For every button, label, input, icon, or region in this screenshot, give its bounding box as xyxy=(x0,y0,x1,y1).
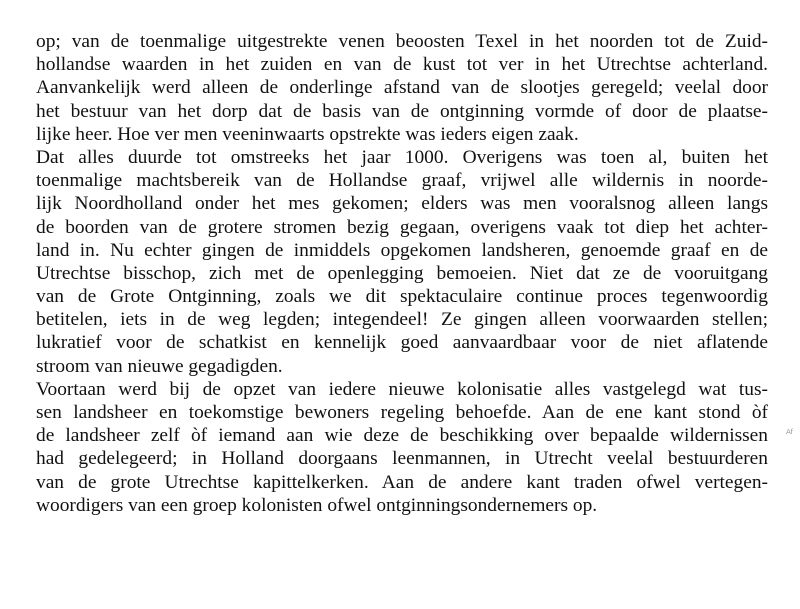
text-line: lukratief voor de schatkist en kennelijk goed aanvaardbaar voor de niet aflatende xyxy=(36,332,768,354)
text-line: sen landsheer en toekomstige bewoners regeling behoefde. Aan de ene kant stond òf xyxy=(36,402,768,423)
text-line: op; van de toenmalige uitgestrekte venen beoosten Texel in het noorden tot de Zuid- xyxy=(36,31,768,52)
text-line: Voortaan werd bij de opzet van iedere nieuwe kolonisatie alles vastgelegd wat tus- xyxy=(36,378,768,400)
text-line: stroom van nieuwe gegadigden. xyxy=(36,355,283,377)
text-line: woordigers van een groep kolonisten ofwel ontginningsondernemers op. xyxy=(36,494,598,516)
text-line: betitelen, iets in de weg legden; integendeel! Ze gingen alleen voorwaarden stellen; xyxy=(36,309,768,331)
body-text xyxy=(36,30,768,517)
text-line: Utrechtse bisschop, zich met de openlegging bemoeien. Niet dat ze de vooruitgang xyxy=(36,262,768,284)
text-line: lijk Noordholland onder het mes gekomen; elders was men vooralsnog alleen langs xyxy=(36,193,768,215)
margin-mark: Af xyxy=(786,428,794,436)
text-line: de landsheer zelf òf iemand aan wie deze de beschikking over bepaalde wildernissen xyxy=(36,425,768,447)
text-line: toenmalige machtsbereik van de Hollandse graaf, vrijwel alle wildernis in noorde- xyxy=(36,170,768,192)
text-line: van de Grote Ontginning, zoals we dit spektaculaire continue proces tegenwoordig xyxy=(36,286,768,308)
text-line: van de grote Utrechtse kapittelkerken. Aan de andere kant traden ofwel vertegen- xyxy=(36,471,768,493)
text-line: land in. Nu echter gingen de inmiddels opgekomen landsheren, genoemde graaf en de xyxy=(36,239,768,261)
text-line: het bestuur van het dorp dat de basis van de ontginning vormde of door de plaatse- xyxy=(36,100,768,122)
text-line: Aanvankelijk werd alleen de onderlinge afstand van de slootjes geregeld; veelal door xyxy=(36,77,768,99)
text-line: Dat alles duurde tot omstreeks het jaar 1000. Overigens was toen al, buiten het xyxy=(36,146,768,168)
text-line: had gedelegeerd; in Holland doorgaans leenmannen, in Utrecht veelal bestuurderen xyxy=(36,448,768,470)
text-line: de boorden van de grotere stromen bezig gegaan, overigens vaak tot diep het achter- xyxy=(36,216,768,238)
text-line: hollandse waarden in het zuiden en van de kust tot ver in het Utrechtse achterland. xyxy=(36,54,768,76)
text-line: lijke heer. Hoe ver men veeninwaarts opstrekte was ieders eigen zaak. xyxy=(36,123,579,145)
